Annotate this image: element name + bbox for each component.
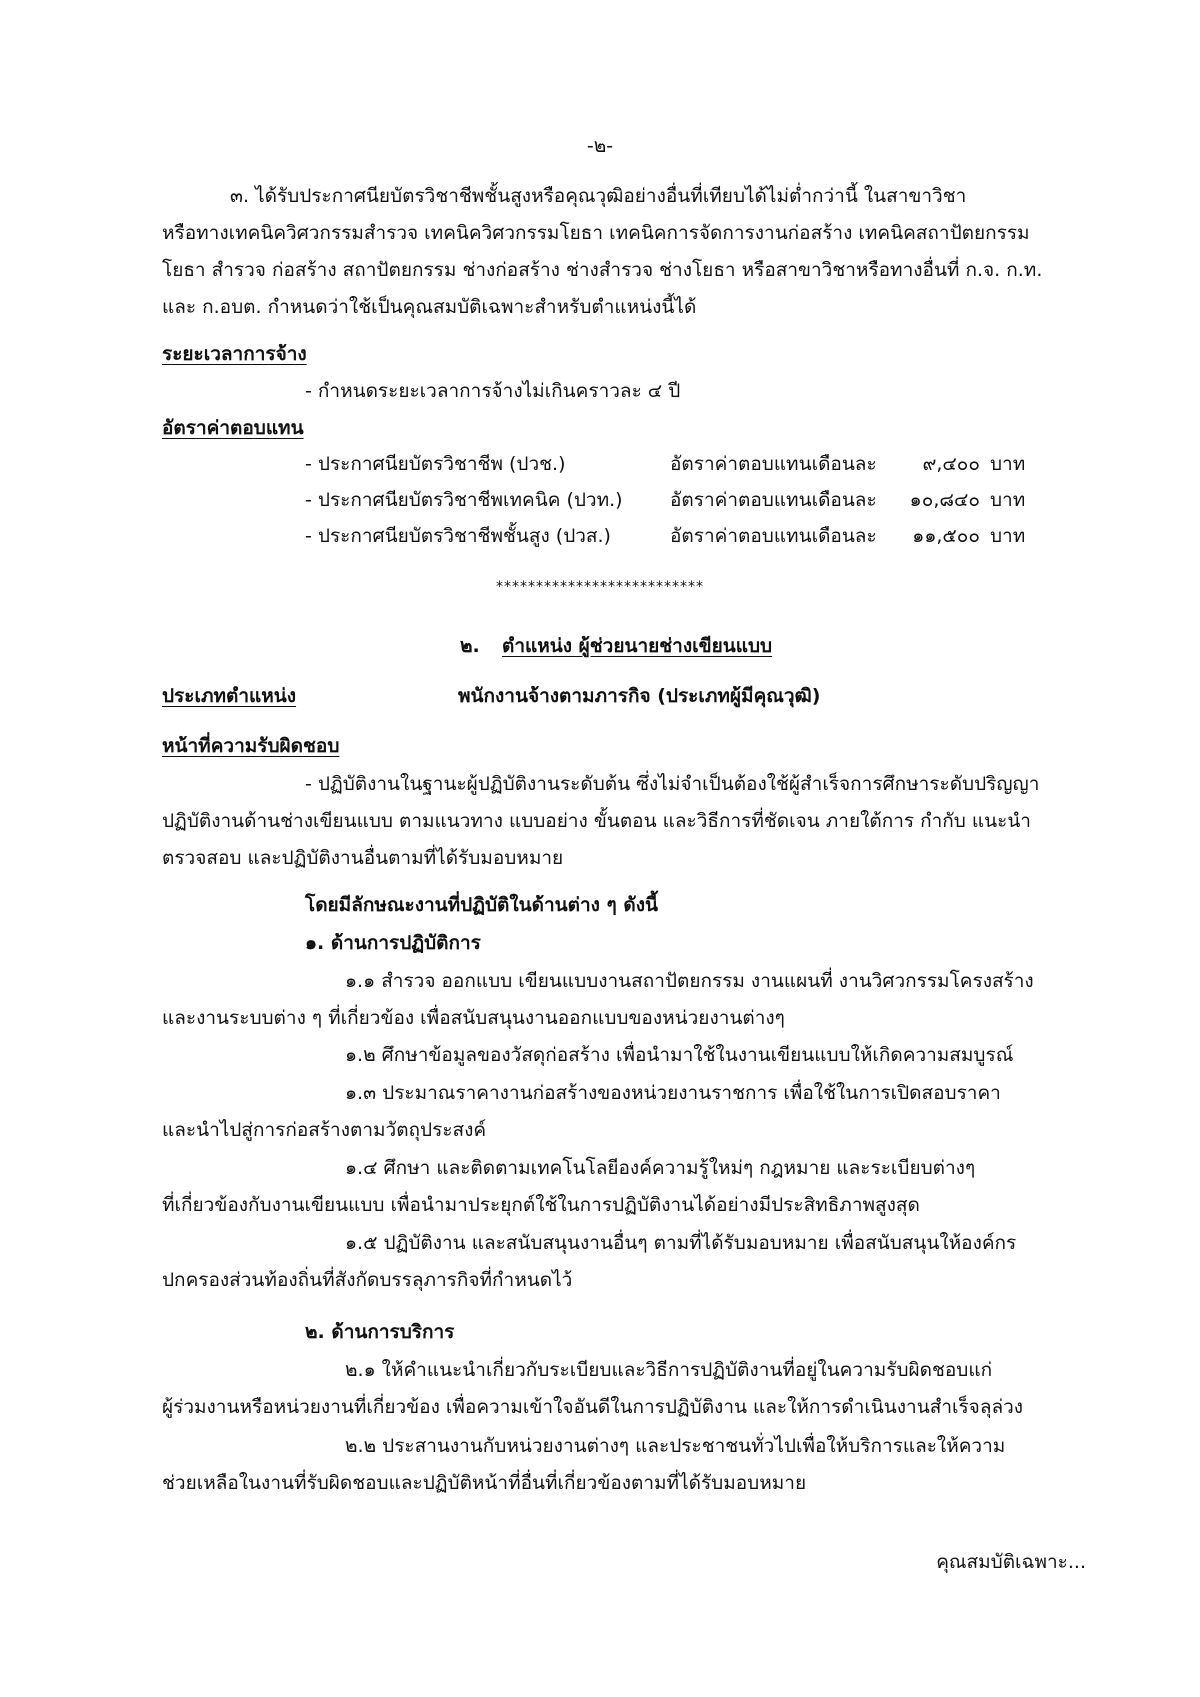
duties-heading: หน้าที่ความรับผิดชอบ	[162, 735, 340, 757]
sv-2-1-line-1: ๒.๑ ให้คำแนะนำเกี่ยวกับระเบียบและวิธีการปฏิบัติงานที่อยู่ในความรับผิดชอบแก่	[345, 1359, 993, 1381]
position-type-value: พนักงานจ้างตามภารกิจ (ประเภทผู้มีคุณวุฒิ)	[458, 685, 821, 707]
qualification-line-1: ๓. ได้รับประกาศนียบัตรวิชาชีพชั้นสูงหรือคุณวุฒิอย่างอื่นที่เทียบได้ไม่ต่ำกว่านี้ ในสาขาวิชา	[230, 185, 967, 207]
employment-heading: ระยะเวลาการจ้าง	[162, 343, 307, 365]
op-1-2-line-1: ๑.๒ ศึกษาข้อมูลของวัสดุก่อสร้าง เพื่อนำมาใช้ในงานเขียนแบบให้เกิดความสมบูรณ์	[345, 1044, 1014, 1066]
compensation-row-amount: ๑๑,๕๐๐	[912, 525, 980, 547]
compensation-row-rate: อัตราค่าตอบแทนเดือนละ	[670, 525, 877, 547]
op-1-5-line-2: ปกครองส่วนท้องถิ่นที่สังกัดบรรลุภารกิจที่กำหนดไว้	[162, 1269, 573, 1291]
duties-line-2: ปฏิบัติงานด้านช่างเขียนแบบ ตามแนวทาง แบบอย่าง ขั้นตอน และวิธีการที่ชัดเจน ภายใต้การ กำกับ แนะนำ	[162, 810, 1031, 832]
op-1-3-line-1: ๑.๓ ประมาณราคางานก่อสร้างของหน่วยงานราชการ เพื่อใช้ในการเปิดสอบราคา	[345, 1082, 1001, 1104]
op-1-1-line-1: ๑.๑ สำรวจ ออกแบบ เขียนแบบงานสถาปัตยกรรม งานแผนที่ งานวิศวกรรมโครงสร้าง	[345, 970, 1034, 992]
qualification-line-3: โยธา สำรวจ ก่อสร้าง สถาปัตยกรรม ช่างก่อสร้าง ช่างสำรวจ ช่างโยธา หรือสาขาวิชาหรือทางอื่นที่ ก.จ. ก.ท.	[162, 259, 1043, 281]
op-1-4-line-2: ที่เกี่ยวข้องกับงานเขียนแบบ เพื่อนำมาประยุกต์ใช้ในการปฏิบัติงานได้อย่างมีประสิทธิภาพสูงสุด	[162, 1194, 920, 1216]
sv-2-2-line-2: ช่วยเหลือในงานที่รับผิดชอบและปฏิบัติหน้าที่อื่นที่เกี่ยวข้องตามที่ได้รับมอบหมาย	[162, 1472, 807, 1494]
compensation-row-label: - ประกาศนียบัตรวิชาชีพชั้นสูง (ปวส.)	[305, 525, 611, 547]
continuation-text: คุณสมบัติเฉพาะ...	[936, 1551, 1086, 1573]
op-1-5-line-1: ๑.๕ ปฏิบัติงาน และสนับสนุนงานอื่นๆ ตามที่ได้รับมอบหมาย เพื่อสนับสนุนให้องค์กร	[345, 1232, 1017, 1254]
qualification-line-2: หรือทางเทคนิควิศวกรรมสำรวจ เทคนิควิศวกรรมโยธา เทคนิคการจัดการงานก่อสร้าง เทคนิคสถาปัตยกรรม	[162, 222, 1030, 244]
sv-2-1-line-2: ผู้ร่วมงานหรือหน่วยงานที่เกี่ยวข้อง เพื่อความเข้าใจอันดีในการปฏิบัติงาน และให้การดำเนินงานสำเร็จลุล่วง	[162, 1396, 1024, 1418]
compensation-row-label: - ประกาศนียบัตรวิชาชีพ (ปวช.)	[305, 453, 566, 475]
compensation-row-unit: บาท	[990, 489, 1026, 511]
position-type-label: ประเภทตำแหน่ง	[162, 685, 297, 707]
op-1-4-line-1: ๑.๔ ศึกษา และติดตามเทคโนโลยีองค์ความรู้ใหม่ๆ กฎหมาย และระเบียบต่างๆ	[345, 1157, 976, 1179]
qualification-line-4: และ ก.อบต. กำหนดว่าใช้เป็นคุณสมบัติเฉพาะสำหรับตำแหน่งนี้ได้	[162, 296, 697, 318]
compensation-heading: อัตราค่าตอบแทน	[162, 417, 304, 439]
position-title: ตำแหน่ง ผู้ช่วยนายช่างเขียนแบบ	[502, 635, 773, 657]
service-heading: ๒. ด้านการบริการ	[305, 1321, 455, 1343]
page-number: -๒-	[586, 135, 614, 157]
duties-line-1: - ปฏิบัติงานในฐานะผู้ปฏิบัติงานระดับต้น ซึ่งไม่จำเป็นต้องใช้ผู้สำเร็จการศึกษาระดับปริญญา	[305, 773, 1040, 795]
compensation-row-amount: ๑๐,๘๔๐	[909, 489, 980, 511]
operations-heading: ๑. ด้านการปฏิบัติการ	[305, 932, 481, 954]
compensation-row-amount: ๙,๔๐๐	[922, 453, 980, 475]
separator: **************************	[496, 579, 704, 595]
compensation-row-rate: อัตราค่าตอบแทนเดือนละ	[670, 489, 877, 511]
compensation-row-rate: อัตราค่าตอบแทนเดือนละ	[670, 453, 877, 475]
position-number: ๒.	[460, 635, 480, 657]
op-1-3-line-2: และนำไปสู่การก่อสร้างตามวัตถุประสงค์	[162, 1119, 487, 1141]
duties-line-3: ตรวจสอบ และปฏิบัติงานอื่นตามที่ได้รับมอบหมาย	[162, 847, 564, 869]
sv-2-2-line-1: ๒.๒ ประสานงานกับหน่วยงานต่างๆ และประชาชนทั่วไปเพื่อให้บริการและให้ความ	[345, 1435, 1006, 1457]
employment-item: - กำหนดระยะเวลาการจ้างไม่เกินคราวละ ๔ ปี	[305, 380, 681, 402]
compensation-row-label: - ประกาศนียบัตรวิชาชีพเทคนิค (ปวท.)	[305, 489, 623, 511]
duties-intro: โดยมีลักษณะงานที่ปฏิบัติในด้านต่าง ๆ ดังนี้	[305, 894, 658, 916]
op-1-1-line-2: และงานระบบต่าง ๆ ที่เกี่ยวข้อง เพื่อสนับสนุนงานออกแบบของหน่วยงานต่างๆ	[162, 1007, 785, 1029]
compensation-row-unit: บาท	[990, 453, 1026, 475]
compensation-row-unit: บาท	[990, 525, 1026, 547]
